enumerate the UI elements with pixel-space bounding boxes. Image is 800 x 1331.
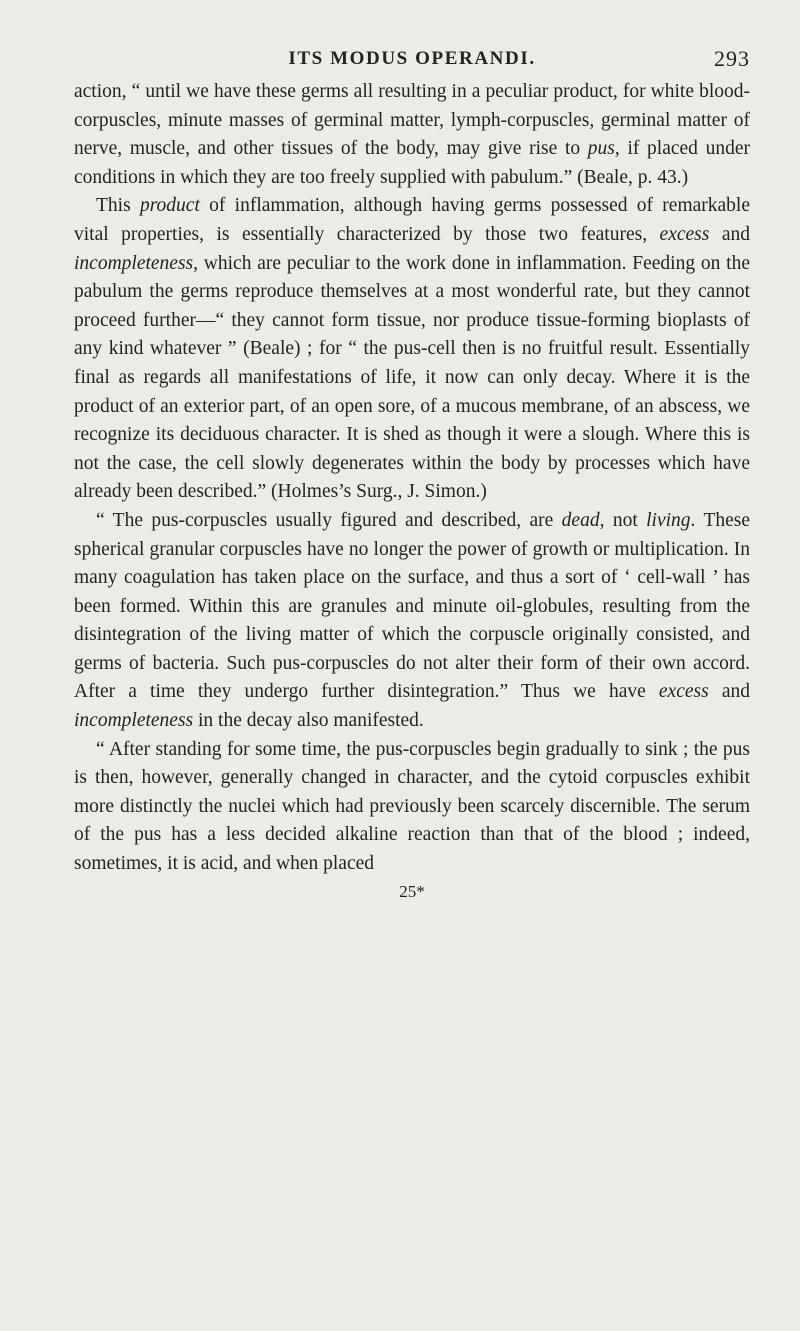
text-run: , which are peculiar to the work done in inflammation. Feeding on the pabulum the germs reproduce themselves at a most wonderful rate, but they cannot proceed further—“ they cannot form tissue, nor produce tissue-forming bioplasts of any kind whatever ” (Beale) ; for “ the pus-cell then is no fruitful result. Essentially final as regards all manifestations of life, it now can only decay. Where it is the product of an exterior part, of an open sore, of a mucous membrane, of an abscess, we recognize its deciduous character. It is shed as though it were a slough. Where this is not the case, the cell slowly degenerates within the body by processes which have already been described.” (Holmes’s Surg., J. Simon.) xyxy=(74,252,750,503)
italic-run: pus xyxy=(587,138,615,160)
text-run: and xyxy=(708,681,751,703)
text-run: in the decay also manifested. xyxy=(193,710,424,732)
signature-mark: 25* xyxy=(399,881,425,901)
italic-run: excess xyxy=(658,681,709,703)
italic-run: living xyxy=(646,509,691,531)
text-run: “ After standing for some time, the pus-corpuscles begin gradually to sink ; the pus is then, however, generally changed in character, and the cytoid corpuscles exhibit more distinctly the nuclei which had previously been scarcely discernible. The serum of the pus has a less decided alkaline reaction than that of the blood ; indeed, sometimes, it is acid, and when placed xyxy=(74,738,750,875)
italic-run: excess xyxy=(659,223,710,245)
page-number: 293 xyxy=(714,46,750,71)
paragraph xyxy=(74,192,750,507)
running-head: ITS MODUS OPERANDI. xyxy=(288,48,536,69)
italic-run: product xyxy=(139,195,200,217)
paragraph xyxy=(74,78,750,192)
paragraph xyxy=(74,507,750,736)
paragraph xyxy=(74,736,750,879)
text-run: . These spherical granular corpuscles have no longer the power of growth or multiplication. In many coagulation has taken place on the surface, and thus a sort of ‘ cell-wall ’ has been formed. Within this are granules and minute oil-globules, resulting from the disintegration of the living matter of which the corpuscle originally consisted, and germs of bacteria. Such pus-corpuscles do not alter their form of their own accord. After a time they undergo further disintegration.” Thus we have xyxy=(74,509,751,703)
page-header xyxy=(74,0,750,78)
italic-run: incompleteness xyxy=(74,710,194,732)
italic-run: incompleteness xyxy=(74,252,194,274)
book-page xyxy=(74,0,750,903)
italic-run: dead xyxy=(561,509,600,531)
text-run: action, “ until we have these germs all resulting in a peculiar product, for white blood-corpuscles, minute masses of germinal matter, lymph-corpuscles, germinal matter of nerve, muscle, and other tissues of the body, may give rise to xyxy=(74,81,750,160)
text-run: of inflammation, although having germs possessed of remarkable vital properties, is essentially characterized by those two features, xyxy=(74,195,750,245)
body-text xyxy=(74,78,750,879)
text-run: , not xyxy=(599,509,647,531)
text-run: “ The pus-corpuscles usually figured and described, are xyxy=(96,509,562,531)
text-run: and xyxy=(709,223,750,245)
text-run: , if placed under conditions in which they are too freely supplied with pabulum.” (Beale, p. 43.) xyxy=(74,138,750,188)
text-run: This xyxy=(96,195,140,217)
